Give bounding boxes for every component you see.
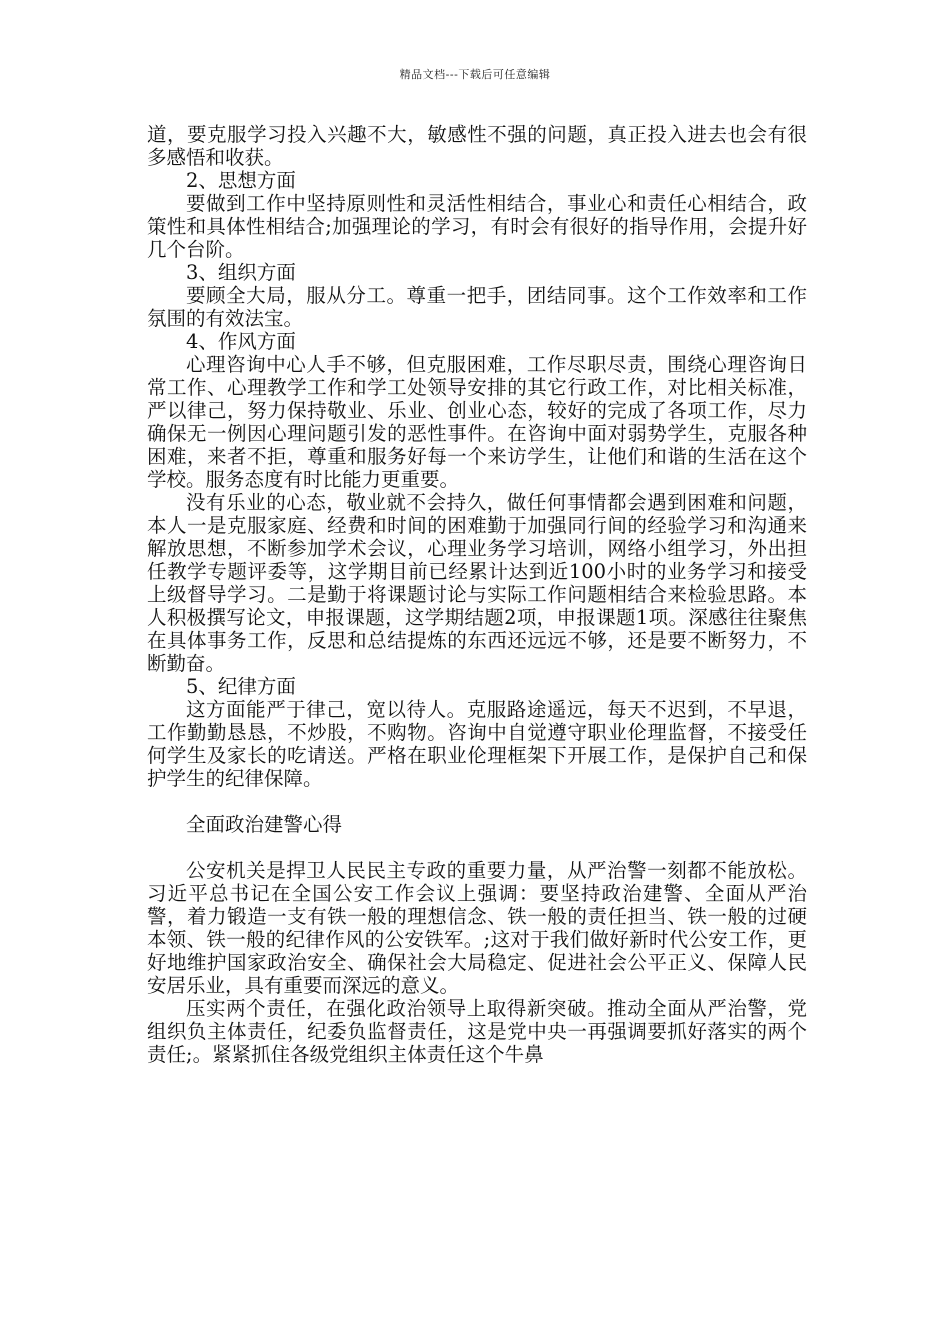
section-heading-organization: 3、组织方面 [186, 261, 296, 284]
document-body [147, 123, 807, 1066]
section-heading-thought: 2、思想方面 [186, 169, 296, 192]
article-paragraph-2: 压实两个责任，在强化政治领导上取得新突破。推动全面从严治警，党组织负主体责任，纪委负监督责任，这是党中央一再强调要抓好落实的两个责任;。紧紧抓住各级党组织主体责任这个牛鼻 [147, 997, 807, 1066]
section-heading-discipline: 5、纪律方面 [186, 675, 296, 698]
article-title: 全面政治建警心得 [186, 813, 343, 836]
section-paragraph-thought: 要做到工作中坚持原则性和灵活性相结合，事业心和责任心相结合，政策性和具体性相结合;加强理论的学习，有时会有很好的指导作用，会提升好几个台阶。 [147, 192, 807, 261]
page-header: 精品文档---下载后可任意编辑 [399, 68, 551, 81]
section-paragraph-discipline: 这方面能严于律己，宽以待人。克服路途遥远，每天不迟到，不早退，工作勤勤恳恳，不炒股，不购物。咨询中自觉遵守职业伦理监督，不接受任何学生及家长的吃请送。严格在职业伦理框架下开展工作，是保护自己和保护学生的纪律保障。 [147, 698, 807, 790]
section-paragraph-style-2: 没有乐业的心态，敬业就不会持久，做任何事情都会遇到困难和问题，本人一是克服家庭、经费和时间的困难勤于加强同行间的经验学习和沟通来解放思想，不断参加学术会议，心理业务学习培训，网络小组学习，外出担任教学专题评委等，这学期目前已经累计达到近100小时的业务学习和接受上级督导学习。二是勤于将课题讨论与实际工作问题相结合来检验思路。本人积极撰写论文，申报课题，这学期结题2项，申报课题1项。深感往往聚焦在具体事务工作，反思和总结提炼的东西还远远不够，还是要不断努力，不断勤奋。 [147, 491, 807, 675]
section-paragraph-organization: 要顾全大局，服从分工。尊重一把手，团结同事。这个工作效率和工作氛围的有效法宝。 [147, 284, 807, 330]
intro-paragraph: 道，要克服学习投入兴趣不大，敏感性不强的问题，真正投入进去也会有很多感悟和收获。 [147, 123, 807, 169]
article-paragraph-1: 公安机关是捍卫人民民主专政的重要力量，从严治警一刻都不能放松。习近平总书记在全国公安工作会议上强调：要坚持政治建警、全面从严治警，着力锻造一支有铁一般的理想信念、铁一般的责任担当、铁一般的过硬本领、铁一般的纪律作风的公安铁军。;这对于我们做好新时代公安工作，更好地维护国家政治安全、确保社会大局稳定、促进社会公平正义、保障人民安居乐业，具有重要而深远的意义。 [147, 859, 807, 997]
section-paragraph-style-1: 心理咨询中心人手不够，但克服困难，工作尽职尽责，围绕心理咨询日常工作、心理教学工作和学工处领导安排的其它行政工作，对比相关标准，严以律己，努力保持敬业、乐业、创业心态，较好的完成了各项工作，尽力确保无一例因心理问题引发的恶性事件。在咨询中面对弱势学生，克服各种困难，来者不拒，尊重和服务好每一个来访学生，让他们和谐的生活在这个学校。服务态度有时比能力更重要。 [147, 353, 807, 491]
section-heading-style: 4、作风方面 [186, 330, 296, 353]
